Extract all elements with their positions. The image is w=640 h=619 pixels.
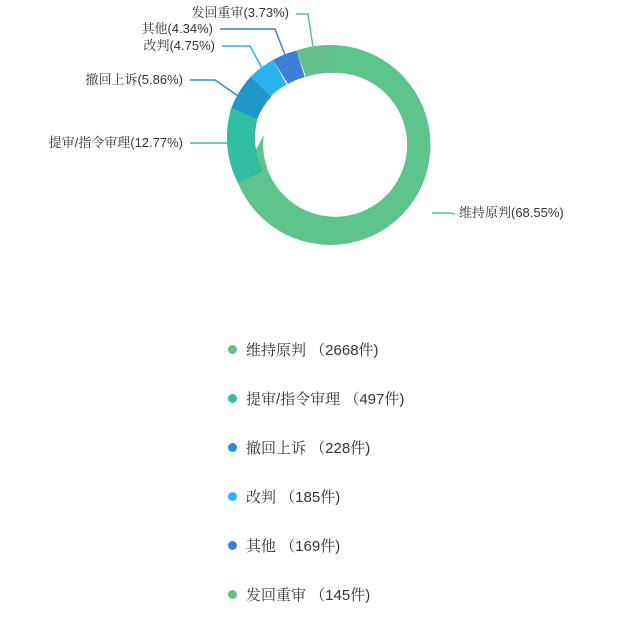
legend-item-label: 维持原判 （2668件)	[246, 342, 379, 359]
legend-item[interactable]	[0, 521, 640, 570]
legend-item-label: 改判 （185件)	[246, 489, 341, 506]
legend-color-swatch-icon	[228, 443, 237, 452]
donut-chart	[0, 0, 640, 300]
slice-tishenzhilingshenli	[227, 108, 263, 184]
legend-item-label: 提审/指令审理 （497件)	[246, 391, 405, 408]
legend-color-swatch-icon	[228, 492, 237, 501]
leader-line-chehuishangsu	[190, 80, 241, 98]
slice-label-qita: 其他(4.34%)	[141, 21, 213, 36]
legend-color-swatch-icon	[228, 345, 237, 354]
legend-item[interactable]	[0, 325, 640, 374]
legend-item[interactable]	[0, 423, 640, 472]
donut-chart-svg	[0, 0, 640, 300]
legend-color-swatch-icon	[228, 394, 237, 403]
legend	[0, 325, 640, 619]
legend-item-label: 其他 （169件)	[246, 538, 341, 555]
legend-item-label: 发回重审 （145件)	[246, 587, 371, 604]
legend-color-swatch-icon	[228, 590, 237, 599]
legend-item-label: 撤回上诉 （228件)	[246, 440, 371, 457]
leader-line-gaipan	[222, 46, 262, 68]
legend-item[interactable]	[0, 472, 640, 521]
slice-label-tishenzhilingshenli: 提审/指令审理(12.77%)	[48, 135, 183, 150]
legend-color-swatch-icon	[228, 541, 237, 550]
slice-label-chehuishangsu: 撤回上诉(5.86%)	[85, 72, 183, 87]
slice-label-gaipan: 改判(4.75%)	[143, 38, 215, 53]
legend-item[interactable]	[0, 374, 640, 423]
leader-line-weichiyuanpan	[432, 213, 455, 214]
slice-label-weichiyuanpan: 维持原判(68.55%)	[459, 205, 564, 220]
legend-item[interactable]	[0, 570, 640, 619]
leader-line-fahuichongshen	[296, 14, 313, 47]
slice-label-fahuichongshen: 发回重审(3.73%)	[191, 5, 289, 20]
